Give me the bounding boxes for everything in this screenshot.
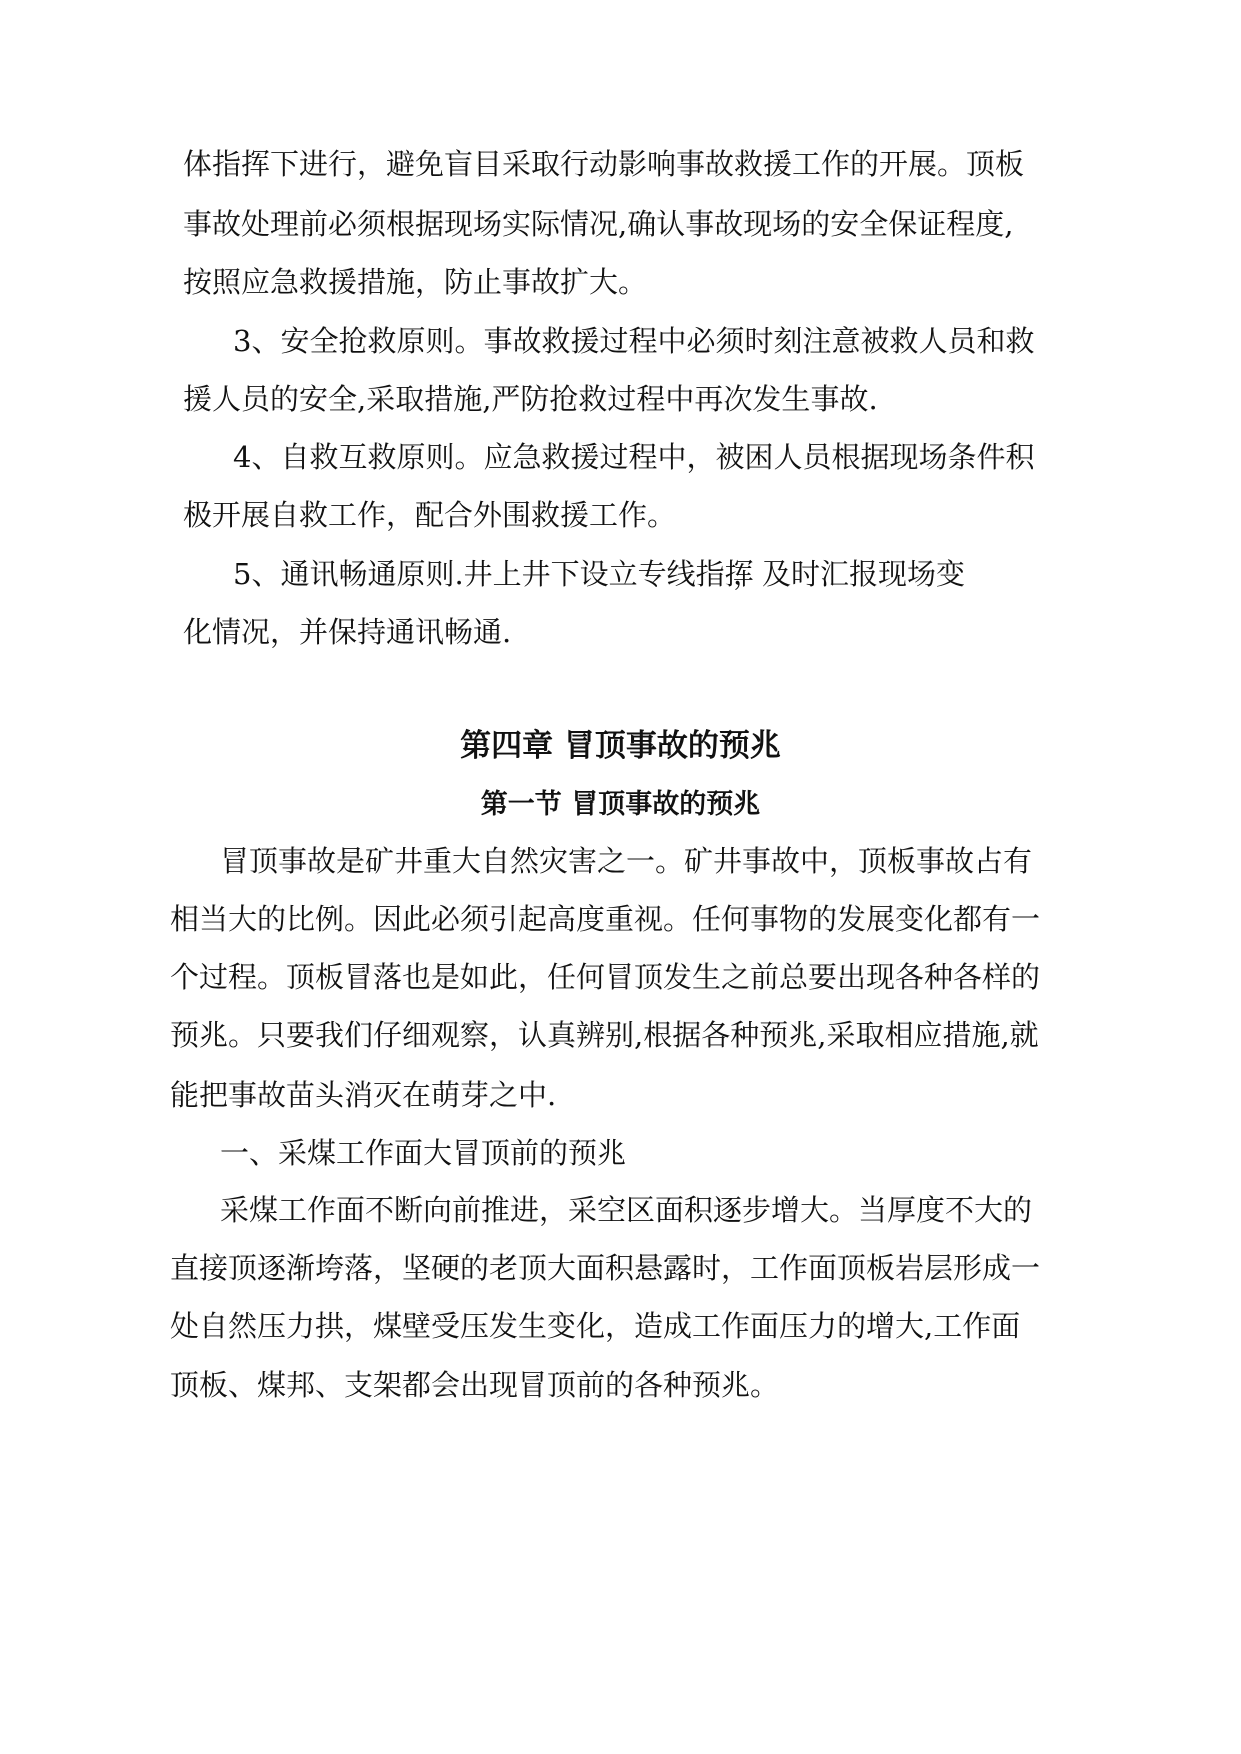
paragraph-line: 冒顶事故是矿井重大自然灾害之一。矿井事故中，顶板事故占有 xyxy=(220,844,1033,878)
paragraph-line: 能把事故苗头消灭在萌芽之中. xyxy=(170,1078,557,1112)
paragraph-line: 个过程。顶板冒落也是如此，任何冒顶发生之前总要出现各种各样的 xyxy=(170,960,1041,994)
paragraph-line: 按照应急救援措施，防止事故扩大。 xyxy=(183,265,648,299)
paragraph-line: 4、自救互救原则。应急救援过程中，被困人员根据现场条件积 xyxy=(233,440,1035,474)
paragraph-line: 预兆。只要我们仔细观察，认真辨别,根据各种预兆,采取相应措施,就 xyxy=(170,1018,1039,1052)
paragraph-line: 相当大的比例。因此必须引起高度重视。任何事物的发展变化都有一 xyxy=(170,902,1041,936)
chapter-title: 第四章 冒顶事故的预兆 xyxy=(460,728,781,764)
paragraph-line: 5、通讯畅通原则.井上井下设立专线指挥 xyxy=(233,557,754,591)
paragraph-line: 处自然压力拱，煤壁受压发生变化，造成工作面压力的增大,工作面 xyxy=(170,1309,1021,1343)
paragraph-line: 事故处理前必须根据现场实际情况,确认事故现场的安全保证程度, xyxy=(183,207,1014,241)
paragraph-line: 3、安全抢救原则。事故救援过程中必须时刻注意被救人员和救 xyxy=(233,324,1035,358)
subheading: 一、采煤工作面大冒顶前的预兆 xyxy=(220,1136,627,1170)
section-title: 第一节 冒顶事故的预兆 xyxy=(480,789,761,820)
paragraph-line: 极开展自救工作，配合外围救援工作。 xyxy=(183,498,677,532)
paragraph-line: 采煤工作面不断向前推进，采空区面积逐步增大。当厚度不大的 xyxy=(220,1193,1033,1227)
paragraph-line-tail: ，及时汇报现场变 xyxy=(733,557,966,591)
paragraph-line: 化情况，并保持通讯畅通. xyxy=(183,615,512,649)
paragraph-line: 直接顶逐渐垮落，坚硬的老顶大面积悬露时，工作面顶板岩层形成一 xyxy=(170,1251,1041,1285)
paragraph-line: 顶板、煤邦、支架都会出现冒顶前的各种预兆。 xyxy=(170,1368,780,1402)
paragraph-line: 援人员的安全,采取措施,严防抢救过程中再次发生事故. xyxy=(183,382,878,416)
paragraph-line: 体指挥下进行，避免盲目采取行动影响事故救援工作的开展。顶板 xyxy=(183,147,1025,181)
